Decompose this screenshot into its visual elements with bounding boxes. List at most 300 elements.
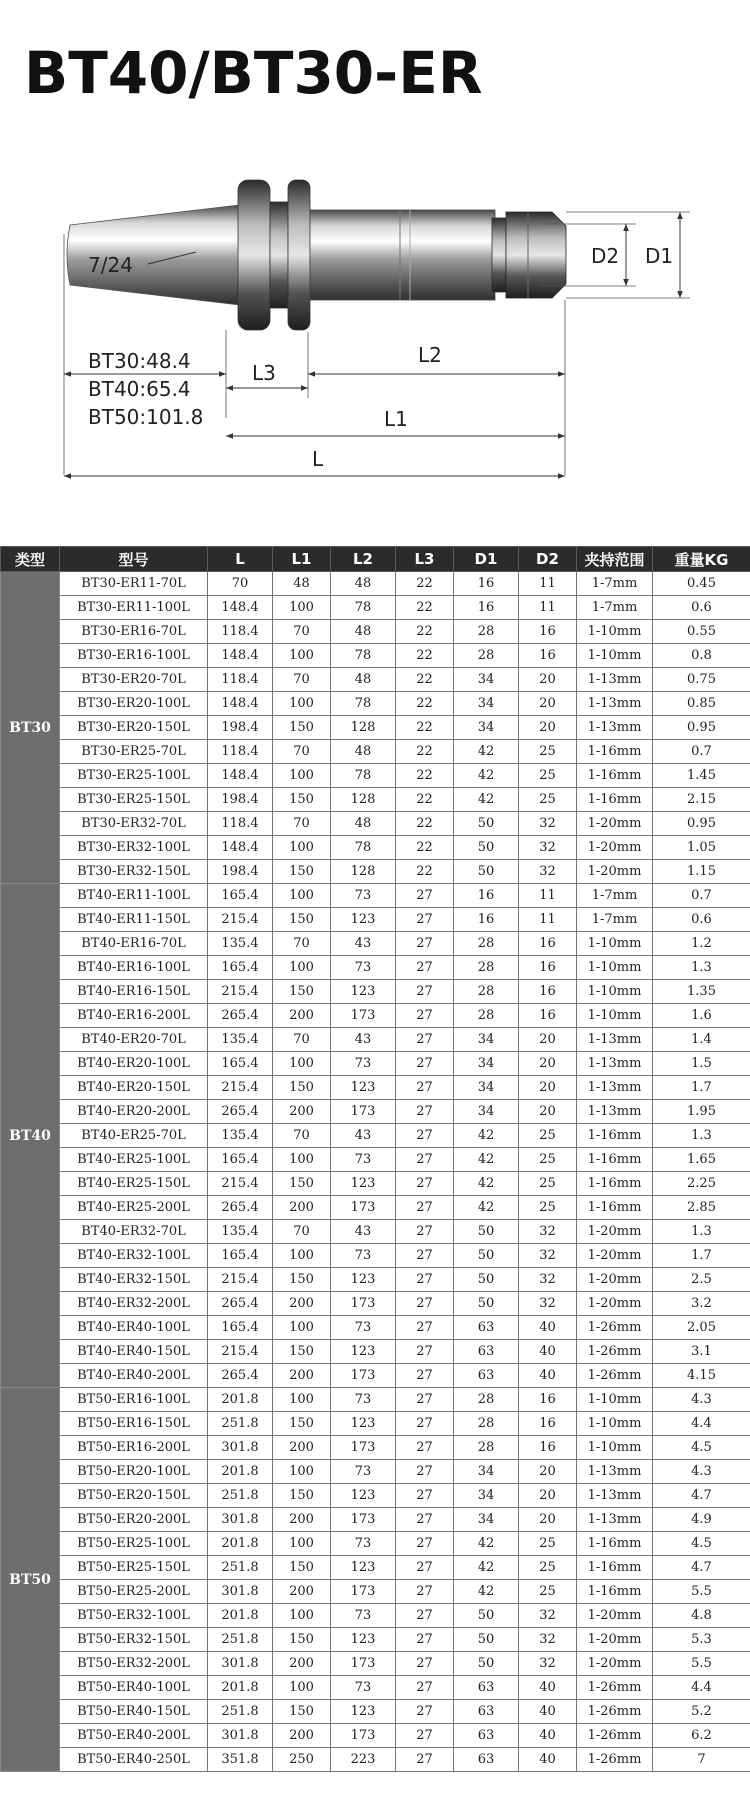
cell-d2: 25 xyxy=(519,764,577,788)
cell-weight: 1.95 xyxy=(653,1100,750,1124)
cell-clamp-range: 1-26mm xyxy=(577,1676,653,1700)
cell-weight: 4.3 xyxy=(653,1460,750,1484)
cell-d1: 42 xyxy=(454,1532,519,1556)
cell-l3: 27 xyxy=(396,1532,454,1556)
cell-d2: 32 xyxy=(519,1244,577,1268)
cell-l1: 150 xyxy=(273,1700,331,1724)
table-row xyxy=(1,788,750,812)
type-group-cell: BT40 xyxy=(1,884,60,1388)
table-row xyxy=(1,1604,750,1628)
cell-l2: 73 xyxy=(331,1244,396,1268)
cell-model: BT30-ER32-70L xyxy=(60,812,208,836)
cell-l3: 27 xyxy=(396,1244,454,1268)
cell-model: BT30-ER25-100L xyxy=(60,764,208,788)
table-row xyxy=(1,980,750,1004)
cell-l: 198.4 xyxy=(208,716,273,740)
cell-l: 215.4 xyxy=(208,908,273,932)
table-row xyxy=(1,644,750,668)
cell-l2: 48 xyxy=(331,572,396,596)
cell-d2: 16 xyxy=(519,956,577,980)
cell-model: BT50-ER16-100L xyxy=(60,1388,208,1412)
cell-l2: 123 xyxy=(331,980,396,1004)
cell-l2: 123 xyxy=(331,1172,396,1196)
cell-l2: 43 xyxy=(331,932,396,956)
cell-clamp-range: 1-13mm xyxy=(577,1076,653,1100)
cell-l3: 27 xyxy=(396,884,454,908)
table-row xyxy=(1,764,750,788)
cell-l2: 123 xyxy=(331,1484,396,1508)
cell-l3: 27 xyxy=(396,1436,454,1460)
cell-clamp-range: 1-13mm xyxy=(577,1508,653,1532)
cell-weight: 1.3 xyxy=(653,1124,750,1148)
cell-l: 70 xyxy=(208,572,273,596)
cell-d1: 42 xyxy=(454,788,519,812)
cell-clamp-range: 1-20mm xyxy=(577,1652,653,1676)
cell-d2: 20 xyxy=(519,1100,577,1124)
cell-weight: 5.3 xyxy=(653,1628,750,1652)
l3-label: L3 xyxy=(252,361,276,385)
cell-d1: 42 xyxy=(454,1196,519,1220)
cell-l1: 100 xyxy=(273,692,331,716)
cell-l: 251.8 xyxy=(208,1556,273,1580)
cell-clamp-range: 1-20mm xyxy=(577,1244,653,1268)
cell-d2: 16 xyxy=(519,1436,577,1460)
cell-model: BT40-ER20-150L xyxy=(60,1076,208,1100)
cell-model: BT40-ER25-150L xyxy=(60,1172,208,1196)
page-title: BT40/BT30-ER xyxy=(24,39,483,107)
cell-clamp-range: 1-13mm xyxy=(577,1052,653,1076)
table-row xyxy=(1,1268,750,1292)
cell-model: BT50-ER40-200L xyxy=(60,1724,208,1748)
cell-d2: 11 xyxy=(519,884,577,908)
cell-l1: 200 xyxy=(273,1508,331,1532)
cell-l: 265.4 xyxy=(208,1100,273,1124)
cell-d2: 11 xyxy=(519,572,577,596)
cell-l3: 27 xyxy=(396,1004,454,1028)
cell-l2: 123 xyxy=(331,1412,396,1436)
cell-l: 198.4 xyxy=(208,788,273,812)
cell-l2: 123 xyxy=(331,1700,396,1724)
cell-clamp-range: 1-26mm xyxy=(577,1748,653,1772)
table-header-row xyxy=(1,547,750,572)
cell-l1: 70 xyxy=(273,740,331,764)
cell-clamp-range: 1-16mm xyxy=(577,1172,653,1196)
cell-l1: 150 xyxy=(273,1268,331,1292)
cell-d2: 40 xyxy=(519,1748,577,1772)
cell-weight: 0.6 xyxy=(653,908,750,932)
cell-l1: 200 xyxy=(273,1364,331,1388)
collet-nut xyxy=(506,212,566,298)
cell-l2: 78 xyxy=(331,836,396,860)
cell-l: 118.4 xyxy=(208,668,273,692)
cell-d2: 40 xyxy=(519,1676,577,1700)
cell-l1: 200 xyxy=(273,1652,331,1676)
cell-d1: 42 xyxy=(454,1172,519,1196)
cell-weight: 5.5 xyxy=(653,1652,750,1676)
cell-l2: 123 xyxy=(331,1076,396,1100)
cell-model: BT50-ER40-150L xyxy=(60,1700,208,1724)
cell-l3: 27 xyxy=(396,1748,454,1772)
cell-clamp-range: 1-13mm xyxy=(577,1100,653,1124)
cell-d1: 34 xyxy=(454,1028,519,1052)
cell-model: BT40-ER32-150L xyxy=(60,1268,208,1292)
cell-model: BT40-ER20-200L xyxy=(60,1100,208,1124)
cell-l3: 27 xyxy=(396,1724,454,1748)
cell-l2: 48 xyxy=(331,740,396,764)
cell-weight: 1.3 xyxy=(653,956,750,980)
cell-weight: 0.95 xyxy=(653,812,750,836)
taper-label: 7/24 xyxy=(88,253,133,277)
cell-clamp-range: 1-20mm xyxy=(577,836,653,860)
table-row xyxy=(1,1652,750,1676)
cell-d1: 42 xyxy=(454,1148,519,1172)
cell-l: 135.4 xyxy=(208,1124,273,1148)
table-row xyxy=(1,908,750,932)
cell-l3: 22 xyxy=(396,764,454,788)
table-row xyxy=(1,1532,750,1556)
cell-l: 265.4 xyxy=(208,1292,273,1316)
cell-l3: 27 xyxy=(396,980,454,1004)
cell-d1: 63 xyxy=(454,1724,519,1748)
cell-d1: 34 xyxy=(454,1484,519,1508)
cell-d2: 20 xyxy=(519,692,577,716)
cell-weight: 4.4 xyxy=(653,1412,750,1436)
cell-l: 215.4 xyxy=(208,980,273,1004)
cell-l1: 200 xyxy=(273,1100,331,1124)
cell-clamp-range: 1-20mm xyxy=(577,812,653,836)
table-row xyxy=(1,1196,750,1220)
cell-model: BT30-ER16-70L xyxy=(60,620,208,644)
cell-l3: 27 xyxy=(396,1100,454,1124)
cell-model: BT40-ER16-100L xyxy=(60,956,208,980)
cell-clamp-range: 1-10mm xyxy=(577,1004,653,1028)
cell-clamp-range: 1-10mm xyxy=(577,1388,653,1412)
cell-clamp-range: 1-16mm xyxy=(577,764,653,788)
cell-d1: 42 xyxy=(454,740,519,764)
cell-clamp-range: 1-10mm xyxy=(577,932,653,956)
cell-l3: 27 xyxy=(396,1580,454,1604)
cell-l3: 27 xyxy=(396,1340,454,1364)
cell-d2: 32 xyxy=(519,812,577,836)
cell-model: BT40-ER16-70L xyxy=(60,932,208,956)
cell-model: BT40-ER40-200L xyxy=(60,1364,208,1388)
cell-d1: 34 xyxy=(454,1076,519,1100)
cell-weight: 0.6 xyxy=(653,596,750,620)
cell-model: BT50-ER16-150L xyxy=(60,1412,208,1436)
cell-l3: 27 xyxy=(396,1676,454,1700)
cell-l1: 150 xyxy=(273,1628,331,1652)
cell-model: BT50-ER32-100L xyxy=(60,1604,208,1628)
cell-weight: 0.85 xyxy=(653,692,750,716)
cell-l: 265.4 xyxy=(208,1004,273,1028)
cell-l2: 123 xyxy=(331,1340,396,1364)
cell-l3: 22 xyxy=(396,620,454,644)
cell-l: 251.8 xyxy=(208,1484,273,1508)
cell-l3: 27 xyxy=(396,1700,454,1724)
cell-clamp-range: 1-26mm xyxy=(577,1724,653,1748)
l-label: L xyxy=(312,447,324,471)
cell-l1: 150 xyxy=(273,1556,331,1580)
cell-d1: 34 xyxy=(454,692,519,716)
table-row xyxy=(1,1076,750,1100)
cell-l: 165.4 xyxy=(208,1148,273,1172)
table-row xyxy=(1,572,750,596)
header-type: 类型 xyxy=(1,547,60,572)
cell-clamp-range: 1-10mm xyxy=(577,1412,653,1436)
cell-l: 165.4 xyxy=(208,884,273,908)
table-row xyxy=(1,668,750,692)
cell-l3: 22 xyxy=(396,596,454,620)
cell-l1: 150 xyxy=(273,788,331,812)
cell-d2: 25 xyxy=(519,1196,577,1220)
cell-l3: 27 xyxy=(396,1508,454,1532)
cell-d1: 50 xyxy=(454,1220,519,1244)
cell-model: BT50-ER25-100L xyxy=(60,1532,208,1556)
cell-clamp-range: 1-10mm xyxy=(577,1436,653,1460)
cell-l1: 100 xyxy=(273,956,331,980)
cell-l1: 100 xyxy=(273,1604,331,1628)
cell-l2: 123 xyxy=(331,908,396,932)
cell-d2: 20 xyxy=(519,1028,577,1052)
cell-weight: 0.45 xyxy=(653,572,750,596)
cell-clamp-range: 1-16mm xyxy=(577,788,653,812)
cell-d1: 50 xyxy=(454,1244,519,1268)
cell-l2: 223 xyxy=(331,1748,396,1772)
cell-l1: 100 xyxy=(273,1676,331,1700)
cell-weight: 2.85 xyxy=(653,1196,750,1220)
cell-model: BT40-ER32-100L xyxy=(60,1244,208,1268)
cell-clamp-range: 1-10mm xyxy=(577,980,653,1004)
cell-l3: 22 xyxy=(396,788,454,812)
table-row xyxy=(1,1628,750,1652)
cell-clamp-range: 1-7mm xyxy=(577,596,653,620)
cell-model: BT40-ER25-200L xyxy=(60,1196,208,1220)
cell-clamp-range: 1-16mm xyxy=(577,740,653,764)
cell-clamp-range: 1-20mm xyxy=(577,1628,653,1652)
cell-l3: 22 xyxy=(396,812,454,836)
cell-clamp-range: 1-7mm xyxy=(577,572,653,596)
table-row xyxy=(1,1292,750,1316)
cell-weight: 1.7 xyxy=(653,1076,750,1100)
table-row xyxy=(1,1052,750,1076)
cell-weight: 1.7 xyxy=(653,1244,750,1268)
cell-d1: 42 xyxy=(454,1556,519,1580)
header-d1: D1 xyxy=(454,547,519,572)
table-row xyxy=(1,1148,750,1172)
cell-l3: 27 xyxy=(396,932,454,956)
cell-l: 165.4 xyxy=(208,1052,273,1076)
cell-d1: 50 xyxy=(454,812,519,836)
cell-l1: 100 xyxy=(273,1052,331,1076)
table-row xyxy=(1,1388,750,1412)
cell-l: 301.8 xyxy=(208,1652,273,1676)
cell-l: 251.8 xyxy=(208,1628,273,1652)
cell-model: BT40-ER16-200L xyxy=(60,1004,208,1028)
cell-d2: 16 xyxy=(519,1388,577,1412)
cell-l1: 100 xyxy=(273,1316,331,1340)
cell-l: 148.4 xyxy=(208,692,273,716)
cell-l2: 173 xyxy=(331,1580,396,1604)
cell-l3: 27 xyxy=(396,1364,454,1388)
cell-clamp-range: 1-13mm xyxy=(577,1028,653,1052)
table-row xyxy=(1,932,750,956)
table-row xyxy=(1,1364,750,1388)
cell-l3: 27 xyxy=(396,1292,454,1316)
table-row xyxy=(1,716,750,740)
cell-l1: 100 xyxy=(273,1460,331,1484)
cell-l1: 150 xyxy=(273,1412,331,1436)
cell-d2: 11 xyxy=(519,908,577,932)
cell-d1: 63 xyxy=(454,1364,519,1388)
cell-l1: 100 xyxy=(273,1388,331,1412)
tool-holder-svg xyxy=(0,160,750,500)
cell-l2: 73 xyxy=(331,884,396,908)
cell-weight: 1.05 xyxy=(653,836,750,860)
cell-d1: 34 xyxy=(454,1100,519,1124)
cell-l2: 48 xyxy=(331,812,396,836)
gauge-label-bt50: BT50:101.8 xyxy=(88,405,204,429)
cell-d1: 42 xyxy=(454,1124,519,1148)
cell-weight: 4.5 xyxy=(653,1532,750,1556)
cell-d1: 63 xyxy=(454,1676,519,1700)
header-l3: L3 xyxy=(396,547,454,572)
table-row xyxy=(1,1172,750,1196)
cell-l2: 78 xyxy=(331,692,396,716)
cell-clamp-range: 1-13mm xyxy=(577,716,653,740)
table-row xyxy=(1,1556,750,1580)
cell-weight: 4.7 xyxy=(653,1484,750,1508)
cell-model: BT30-ER11-100L xyxy=(60,596,208,620)
table-row xyxy=(1,1748,750,1772)
cell-d1: 34 xyxy=(454,668,519,692)
cell-d2: 25 xyxy=(519,1532,577,1556)
cell-model: BT50-ER40-100L xyxy=(60,1676,208,1700)
cell-l1: 100 xyxy=(273,884,331,908)
cell-weight: 4.5 xyxy=(653,1436,750,1460)
cell-d1: 50 xyxy=(454,1604,519,1628)
cell-model: BT40-ER20-70L xyxy=(60,1028,208,1052)
cell-d1: 34 xyxy=(454,716,519,740)
cell-l1: 70 xyxy=(273,1220,331,1244)
cell-model: BT40-ER32-70L xyxy=(60,1220,208,1244)
cell-d2: 20 xyxy=(519,1508,577,1532)
cell-d2: 32 xyxy=(519,1652,577,1676)
cell-model: BT30-ER20-100L xyxy=(60,692,208,716)
cell-l3: 22 xyxy=(396,692,454,716)
cell-l2: 173 xyxy=(331,1196,396,1220)
cell-d1: 28 xyxy=(454,932,519,956)
cell-l: 301.8 xyxy=(208,1580,273,1604)
cell-l: 301.8 xyxy=(208,1508,273,1532)
cell-d2: 32 xyxy=(519,860,577,884)
gauge-label-bt40: BT40:65.4 xyxy=(88,377,191,401)
cell-d1: 42 xyxy=(454,764,519,788)
cell-l2: 78 xyxy=(331,764,396,788)
table-row xyxy=(1,620,750,644)
cell-weight: 2.25 xyxy=(653,1172,750,1196)
cell-d1: 28 xyxy=(454,620,519,644)
cell-weight: 3.2 xyxy=(653,1292,750,1316)
cell-l3: 27 xyxy=(396,1172,454,1196)
cell-weight: 0.55 xyxy=(653,620,750,644)
flange-groove xyxy=(270,202,288,308)
cell-d1: 28 xyxy=(454,644,519,668)
cell-d1: 50 xyxy=(454,836,519,860)
cell-clamp-range: 1-13mm xyxy=(577,1460,653,1484)
cell-l3: 22 xyxy=(396,644,454,668)
cell-d2: 40 xyxy=(519,1316,577,1340)
cell-weight: 0.7 xyxy=(653,884,750,908)
cell-l2: 73 xyxy=(331,956,396,980)
cell-d2: 20 xyxy=(519,1460,577,1484)
cell-l: 251.8 xyxy=(208,1412,273,1436)
cell-d2: 25 xyxy=(519,1556,577,1580)
cell-l: 215.4 xyxy=(208,1076,273,1100)
cell-l2: 78 xyxy=(331,596,396,620)
table-row xyxy=(1,860,750,884)
cell-l: 265.4 xyxy=(208,1364,273,1388)
cell-l2: 173 xyxy=(331,1100,396,1124)
cell-l: 148.4 xyxy=(208,596,273,620)
cell-d1: 28 xyxy=(454,1436,519,1460)
cell-model: BT40-ER32-200L xyxy=(60,1292,208,1316)
cell-clamp-range: 1-7mm xyxy=(577,884,653,908)
table-row xyxy=(1,1484,750,1508)
cell-l: 135.4 xyxy=(208,1028,273,1052)
cell-l3: 22 xyxy=(396,668,454,692)
cell-d1: 16 xyxy=(454,572,519,596)
cell-model: BT30-ER11-70L xyxy=(60,572,208,596)
cell-l1: 100 xyxy=(273,1532,331,1556)
cell-d1: 50 xyxy=(454,860,519,884)
cell-l2: 128 xyxy=(331,788,396,812)
table-row xyxy=(1,692,750,716)
cell-d1: 16 xyxy=(454,884,519,908)
cell-l: 265.4 xyxy=(208,1196,273,1220)
cell-clamp-range: 1-13mm xyxy=(577,692,653,716)
cell-l: 135.4 xyxy=(208,1220,273,1244)
cell-d2: 16 xyxy=(519,980,577,1004)
l1-label: L1 xyxy=(384,407,408,431)
cell-l2: 73 xyxy=(331,1316,396,1340)
table-row xyxy=(1,812,750,836)
cell-clamp-range: 1-26mm xyxy=(577,1700,653,1724)
cell-d1: 63 xyxy=(454,1316,519,1340)
cell-model: BT30-ER25-150L xyxy=(60,788,208,812)
cell-d2: 20 xyxy=(519,1484,577,1508)
cell-d1: 28 xyxy=(454,980,519,1004)
cell-weight: 4.15 xyxy=(653,1364,750,1388)
cell-l: 201.8 xyxy=(208,1460,273,1484)
cell-l1: 200 xyxy=(273,1580,331,1604)
cell-l1: 100 xyxy=(273,596,331,620)
cell-weight: 0.75 xyxy=(653,668,750,692)
cell-model: BT30-ER32-100L xyxy=(60,836,208,860)
table-row xyxy=(1,1340,750,1364)
cell-d1: 50 xyxy=(454,1292,519,1316)
cell-l1: 70 xyxy=(273,812,331,836)
cell-d2: 32 xyxy=(519,1268,577,1292)
cell-model: BT50-ER32-150L xyxy=(60,1628,208,1652)
cell-l3: 27 xyxy=(396,908,454,932)
tool-holder-drawing xyxy=(0,160,750,500)
cell-d1: 50 xyxy=(454,1652,519,1676)
cell-d2: 16 xyxy=(519,1412,577,1436)
cell-d2: 16 xyxy=(519,644,577,668)
cell-l: 201.8 xyxy=(208,1604,273,1628)
cell-l1: 150 xyxy=(273,1172,331,1196)
cell-clamp-range: 1-13mm xyxy=(577,1484,653,1508)
